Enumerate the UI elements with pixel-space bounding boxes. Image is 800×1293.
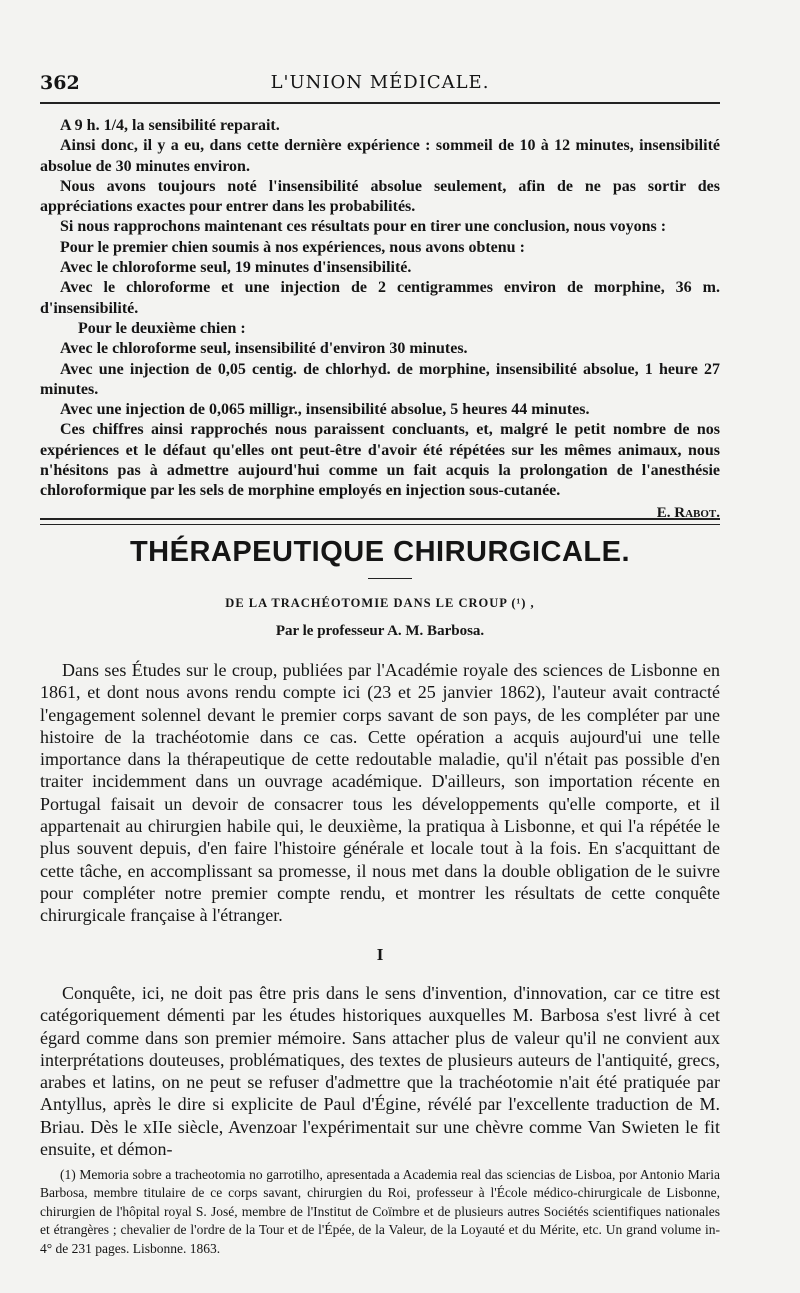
title-rule	[368, 578, 412, 579]
section-title: THÉRAPEUTIQUE CHIRURGICALE.	[129, 536, 631, 568]
article-intro	[40, 659, 720, 927]
paragraph: Ainsi donc, il y a eu, dans cette dernière expérience : sommeil de 10 à 12 minutes, insensibilité absolue de 30 minutes environ.	[40, 137, 720, 175]
running-title: L'UNION MÉDICALE.	[270, 72, 490, 93]
paragraph: Dans ses Études sur le croup, publiées par l'Académie royale des sciences de Lisbonne en 1861, et dont nous avons rendu compte ici (23 et 25 janvier 1862), l'auteur avait contracté l'engagement solennel devant le premier corps savant de son pays, de les compléter par une histoire de la trachéotomie dans ce cas. Cette opération a acquis aujourd'ui une telle importance dans la thérapeutique de cette redoutable maladie, qu'il n'était pas possible d'en traiter incidemment dans un ouvrage académique. D'ailleurs, son importation récente en Portugal faisait un devoir de consacrer tous les développements qu'elle comporte, et il appartenait au chirurgien habile qui, le deuxième, la pratiqua à Lisbonne, et qui l'a répétée le plus souvent depuis, d'en faire l'histoire générale et locale tout à la fois. En s'acquittant de cette tâche, en accomplissant sa promesse, il nous met dans la double obligation de le suivre pour compléter notre premier compte rendu, et montrer les résultats de cette conquête chirurgicale française à l'étranger.	[40, 660, 720, 926]
article-subheading: DE LA TRACHÉOTOMIE DANS LE CROUP (¹) ,	[225, 596, 535, 610]
footnote	[40, 1166, 720, 1258]
paragraph: Nous avons toujours noté l'insensibilité absolue seulement, afin de ne pas sortir des appréciations exactes pour entrer dans les probabilités.	[40, 177, 720, 216]
header-rule	[40, 102, 720, 104]
paragraph: Pour le premier chien soumis à nos expériences, nous avons obtenu :	[60, 238, 525, 256]
section-numeral: I	[376, 945, 384, 964]
paragraph: Avec le chloroforme seul, 19 minutes d'insensibilité.	[60, 259, 412, 277]
page-header	[40, 70, 720, 98]
paragraph: Conquête, ici, ne doit pas être pris dans le sens d'invention, d'innovation, car ce titre est catégoriquement démenti par les études historiques auxquelles M. Barbosa s'est livré à cet égard comme dans son premier mémoire. Sans attacher plus de valeur qu'il ne convient aux interprétations douteuses, problématiques, des textes de plusieurs auteurs de l'antiquité, grecs, arabes et latins, on ne peut se refuser d'admettre que la trachéotomie n'ait été pratiquée par Antyllus, après le dire si explicite de Paul d'Égine, révélé par l'excellente traduction de M. Briau. Dès le xIIe siècle, Avenzoar l'expérimentait sur une chèvre comme Van Swieten le fit ensuite, et démon-	[40, 983, 720, 1160]
paragraph: Avec le chloroforme et une injection de 2 centigrammes environ de morphine, 36 m. d'insensibilité.	[40, 279, 720, 317]
article-body	[40, 982, 720, 1160]
paragraph: Ces chiffres ainsi rapprochés nous paraissent concluants, et, malgré le petit nombre de nos expériences et le défaut qu'elles ont peut-être d'avoir été répétées sur les mêmes animaux, nous n'hésitons pas à admettre aujourd'hui comme un fait acquis la prolongation de l'anesthésie chloroformique par les sels de morphine employés en injection sous-cutanée.	[40, 421, 720, 500]
paragraph: Pour le deuxième chien :	[78, 319, 246, 337]
paragraph: Avec une injection de 0,05 centig. de chlorhyd. de morphine, insensibilité absolue, 1 heure 27 minutes.	[40, 360, 720, 398]
author-signature: E. Rabot.	[656, 504, 720, 521]
paragraph: Avec le chloroforme seul, insensibilité d'environ 30 minutes.	[60, 340, 468, 358]
paragraph: A 9 h. 1/4, la sensibilité reparait.	[60, 117, 280, 134]
footnote-text: (1) Memoria sobre a tracheotomia no garrotilho, apresentada a Academia real das sciencias de Lisboa, por Antonio Maria Barbosa, membre titulaire de ce corps savant, chirurgien du Roi, professeur à l'École médico-chirurgicale de Lisbonne, chirurgien de l'hôpital royal S. José, membre de l'Institut de Coïmbre et de plusieurs autres Sociétés scientifiques nationales et étrangères ; chevalier de l'ordre de la Tour et de l'Épée, de la Valeur, de la Loyauté et du Mérite, etc. Un grand volume in-4° de 231 pages. Lisbonne. 1863.	[40, 1167, 720, 1256]
paragraph: Si nous rapprochons maintenant ces résultats pour en tirer une conclusion, nous voyons :	[60, 218, 667, 236]
paragraph: Avec une injection de 0,065 milligr., insensibilité absolue, 5 heures 44 minutes.	[60, 401, 590, 419]
article-chloroform-conclusion	[40, 116, 720, 523]
article-byline: Par le professeur A. M. Barbosa.	[275, 623, 485, 639]
section-divider	[40, 518, 720, 525]
page-number: 362	[40, 72, 80, 94]
